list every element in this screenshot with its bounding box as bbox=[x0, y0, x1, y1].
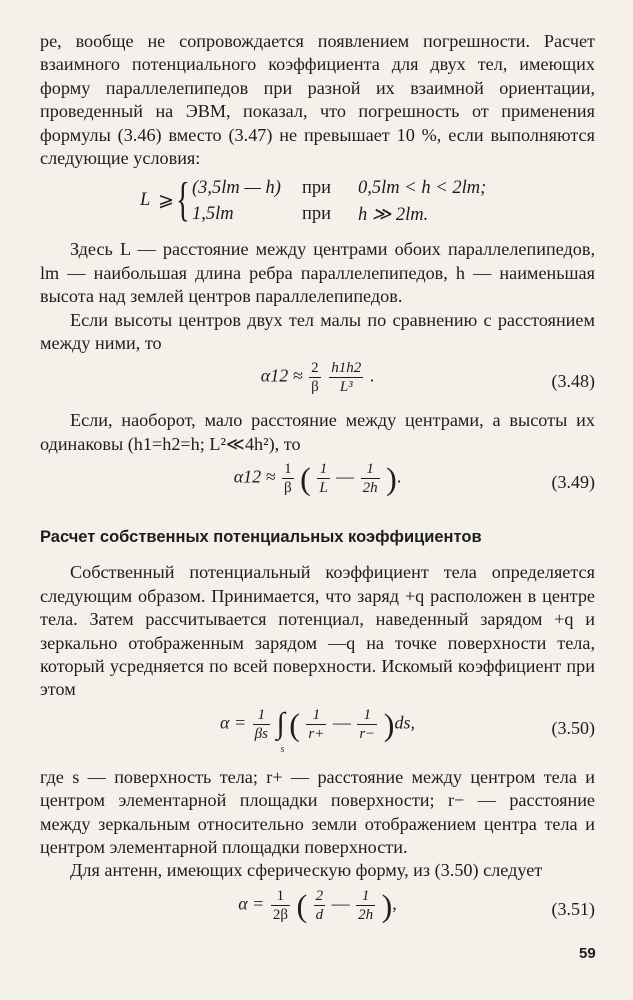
paragraph-5: Собственный потенциальный коэффициент тела определяется следующим образом. Принимается, что заряд +q расположен в центре тела. Затем рассчитывается потенциал, наведенный зарядом +q и зеркально отображенным зарядом —q на точке поверхности тела, который усредняется по всей поверхности. Искомый коэффициент при этом bbox=[40, 562, 595, 700]
eq349-label: (3.49) bbox=[551, 472, 595, 493]
eq351-frac-1: $\frac{1}{2\beta}$ bbox=[272, 887, 288, 923]
eq351-minus: — bbox=[331, 893, 350, 914]
eq349-frac-2: $\frac{1}{L}$ bbox=[319, 461, 328, 497]
eq351-label: (3.51) bbox=[551, 898, 595, 919]
paragraph-4: Если, наоборот, мало расстояние между центрами, а высоты их одинаковы (h1=h2=h; L²≪4h²), то bbox=[40, 410, 595, 454]
conditions-relation: ⩾ bbox=[158, 190, 174, 212]
eq349-frac-3: $\frac{1}{2h}$ bbox=[362, 461, 378, 497]
eq348-label: (3.48) bbox=[551, 371, 595, 392]
eq349-minus: — bbox=[336, 466, 355, 487]
eq349-tail: . bbox=[396, 466, 402, 487]
eq348-frac-1: $\frac{2}{\beta}$ bbox=[311, 360, 319, 396]
eq351-frac-2: $\frac{2}{d}$ bbox=[315, 887, 324, 923]
eq350-tail: ds, bbox=[394, 712, 415, 733]
page-number: 59 bbox=[579, 945, 596, 962]
equation-3-51: α = $\frac{1}{2\beta}$ ( $\frac{2}{d}$ — $\frac{1}{2h}$ ), (3.51) bbox=[238, 887, 595, 924]
condition-2-cond: h ≫ 2lm. bbox=[358, 205, 429, 226]
eq350-label: (3.50) bbox=[551, 717, 595, 738]
conditions-formula bbox=[40, 173, 595, 230]
brace-icon: { bbox=[176, 173, 190, 227]
paragraph-6: где s — поверхность тела; r+ — расстояние между центром тела и центром элементарной площадки поверхности; r− — расстояние между зеркальным относительно земли отображением центра тела и центром элементарной площадки поверхности. bbox=[40, 766, 595, 857]
eq350-frac-1: $\frac{1}{\beta s}$ bbox=[254, 706, 268, 742]
paragraph-2: Здесь L — расстояние между центрами обоих параллелепипедов, lm — наибольшая длина ребра параллелепипедов, h — наименьшая высота над землей центров параллелепипедов. bbox=[40, 239, 595, 307]
eq351-frac-3: $\frac{1}{2h}$ bbox=[358, 887, 374, 923]
eq350-frac-3: $\frac{1}{r-}$ bbox=[359, 706, 376, 742]
equation-3-48 bbox=[40, 359, 595, 405]
page-body bbox=[40, 30, 595, 937]
eq350-lhs: α = bbox=[220, 712, 247, 733]
condition-2-expr: 1,5lm bbox=[192, 204, 234, 225]
eq349-frac-1: $\frac{1}{\beta}$ bbox=[284, 461, 292, 497]
eq351-tail: , bbox=[392, 893, 397, 914]
condition-1-cond: 0,5lm < h < 2lm; bbox=[358, 178, 487, 199]
paragraph-3: Если высоты центров двух тел малы по сравнению с расстоянием между ними, то bbox=[40, 309, 595, 354]
section-heading: Расчет собственных потенциальных коэффициентов bbox=[40, 528, 482, 547]
integral-icon: ∫ s bbox=[276, 707, 285, 756]
equation-3-49: α12 ≈ $\frac{1}{\beta}$ ( $\frac{1}{L}$ — $\frac{1}{2h}$ ). (3.49) bbox=[233, 460, 595, 497]
eq348-frac-2: $\frac{h1h2}{\text{L³}}$ bbox=[331, 360, 362, 396]
condition-2-word: при bbox=[302, 204, 332, 225]
eq350-frac-2: $\frac{1}{r+}$ bbox=[308, 706, 325, 742]
equation-3-50: α = $\frac{1}{\beta s}$ ∫ s ( $\frac{1}{r+}$ — $\frac{1}{r-}$ )ds, (3.50) bbox=[220, 706, 595, 756]
condition-1-expr: (3,5lm — h) bbox=[192, 178, 281, 199]
eq349-lhs: α12 ≈ bbox=[233, 466, 276, 487]
paragraph-7: Для антенн, имеющих сферическую форму, из (3.50) следует bbox=[70, 860, 543, 881]
eq348-lhs: α12 ≈ bbox=[260, 366, 303, 387]
condition-1-word: при bbox=[302, 178, 332, 199]
eq351-lhs: α = bbox=[238, 893, 265, 914]
conditions-lhs: L bbox=[140, 190, 151, 211]
eq348-tail: . bbox=[369, 366, 375, 387]
eq350-minus: — bbox=[332, 712, 351, 733]
paragraph-1: ре, вообще не сопровождается появлением погрешности. Расчет взаимного потенциального коэффициента для двух тел, имеющих форму параллелепипедов при разной их взаимной ориентации, проведенный на ЭВМ, показал, что погрешность от применения формулы (3.46) вместо (3.47) не превышает 10 %, если выполняются следующие условия: bbox=[40, 31, 595, 169]
